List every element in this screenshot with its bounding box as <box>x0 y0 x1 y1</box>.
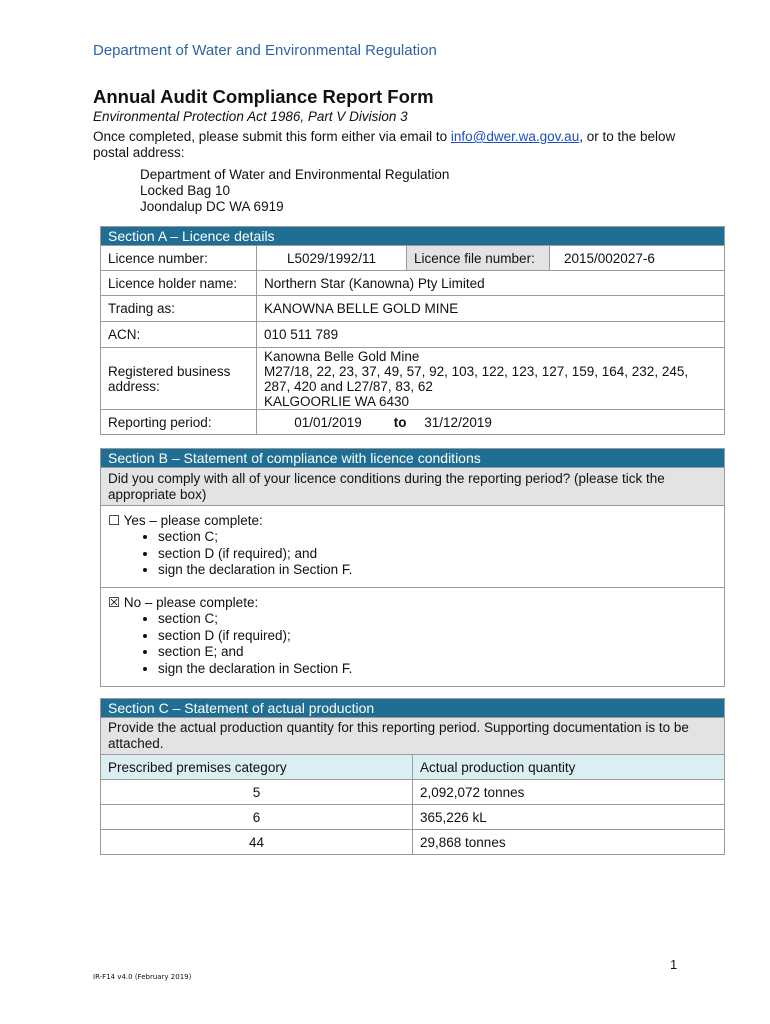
category-cell[interactable]: 6 <box>101 805 413 830</box>
period-end-field[interactable]: 31/12/2019 <box>424 414 492 430</box>
section-b-table <box>100 448 725 687</box>
no-items-list <box>108 611 717 677</box>
category-cell[interactable]: 44 <box>101 830 413 855</box>
trading-label: Trading as: <box>101 296 257 322</box>
submission-instructions <box>93 129 713 161</box>
list-item: • section C; <box>158 611 717 628</box>
category-cell[interactable]: 5 <box>101 780 413 805</box>
section-c-heading: Section C – Statement of actual production <box>101 699 725 718</box>
reporting-period-row <box>257 410 725 435</box>
quantity-cell[interactable]: 365,226 kL <box>413 805 725 830</box>
email-link[interactable]: info@dwer.wa.gov.au <box>450 129 580 144</box>
yes-option-line <box>108 513 717 529</box>
no-option-line <box>108 595 717 611</box>
list-item: • section D (if required); and <box>158 546 717 563</box>
quantity-cell[interactable]: 29,868 tonnes <box>413 830 725 855</box>
list-item: • section E; and <box>158 644 717 661</box>
address-line: Locked Bag 10 <box>140 183 231 198</box>
list-item: • sign the declaration in Section F. <box>158 661 717 678</box>
no-option-label: No – please complete: <box>123 595 259 610</box>
period-label: Reporting period: <box>101 410 257 435</box>
section-b-heading: Section B – Statement of compliance with licence conditions <box>101 449 725 468</box>
acn-field[interactable]: 010 511 789 <box>257 322 725 348</box>
intro-text-end: , or to the below postal address: <box>93 129 676 160</box>
department-header: Department of Water and Environmental Regulation <box>93 42 437 59</box>
licence-file-label: Licence file number: <box>407 246 550 271</box>
quantity-cell[interactable]: 2,092,072 tonnes <box>413 780 725 805</box>
form-title: Annual Audit Compliance Report Form <box>93 86 434 107</box>
acn-label: ACN: <box>101 322 257 348</box>
business-address-line: M27/18, 22, 23, 37, 49, 57, 92, 103, 122, 123, 127, 159, 164, 232, 245, 287, 420 and L27/87, 83, 62 <box>264 363 689 394</box>
yes-items-list <box>108 529 717 579</box>
list-item: • sign the declaration in Section F. <box>158 562 717 579</box>
quantity-column-header: Actual production quantity <box>413 755 725 780</box>
section-c-table <box>100 698 725 855</box>
compliance-question: Did you comply with all of your licence conditions during the reporting period? (please tick the appropriate box) <box>101 468 725 506</box>
no-option <box>101 588 725 687</box>
postal-address <box>140 167 449 215</box>
yes-option <box>101 506 725 588</box>
address-line: Joondalup DC WA 6919 <box>140 199 284 214</box>
form-subtitle: Environmental Protection Act 1986, Part V Division 3 <box>93 109 408 124</box>
address-line: Department of Water and Environmental Regulation <box>140 167 450 182</box>
yes-checkbox[interactable]: ☐ <box>108 513 121 528</box>
intro-text: Once completed, please submit this form either via email to <box>93 129 451 144</box>
period-to-text: to <box>393 414 407 430</box>
list-item: • section C; <box>158 529 717 546</box>
business-address-line: Kanowna Belle Gold Mine <box>264 348 420 364</box>
table-row <box>101 805 725 830</box>
form-code: IR-F14 v4.0 (February 2019) <box>93 973 192 981</box>
holder-field[interactable]: Northern Star (Kanowna) Pty Limited <box>257 271 725 296</box>
business-address-line: KALGOORLIE WA 6430 <box>264 393 410 409</box>
licence-number-field[interactable]: L5029/1992/11 <box>257 246 407 271</box>
category-column-header: Prescribed premises category <box>101 755 413 780</box>
list-item: • section D (if required); <box>158 628 717 645</box>
trading-field[interactable]: KANOWNA BELLE GOLD MINE <box>257 296 725 322</box>
period-start-field[interactable]: 01/01/2019 <box>294 414 362 430</box>
table-row <box>101 780 725 805</box>
business-address-field[interactable] <box>257 348 725 410</box>
licence-number-label: Licence number: <box>101 246 257 271</box>
production-instructions: Provide the actual production quantity for this reporting period. Supporting documentation is to be attached. <box>101 718 725 755</box>
no-checkbox[interactable]: ☒ <box>108 595 121 610</box>
licence-file-field[interactable]: 2015/002027-6 <box>550 246 725 271</box>
section-a-table <box>100 226 725 435</box>
business-address-label: Registered business address: <box>101 348 257 410</box>
page-number: 1 <box>670 957 678 972</box>
yes-option-label: Yes – please complete: <box>123 513 263 528</box>
section-a-heading: Section A – Licence details <box>101 227 725 246</box>
table-row <box>101 830 725 855</box>
holder-label: Licence holder name: <box>101 271 257 296</box>
